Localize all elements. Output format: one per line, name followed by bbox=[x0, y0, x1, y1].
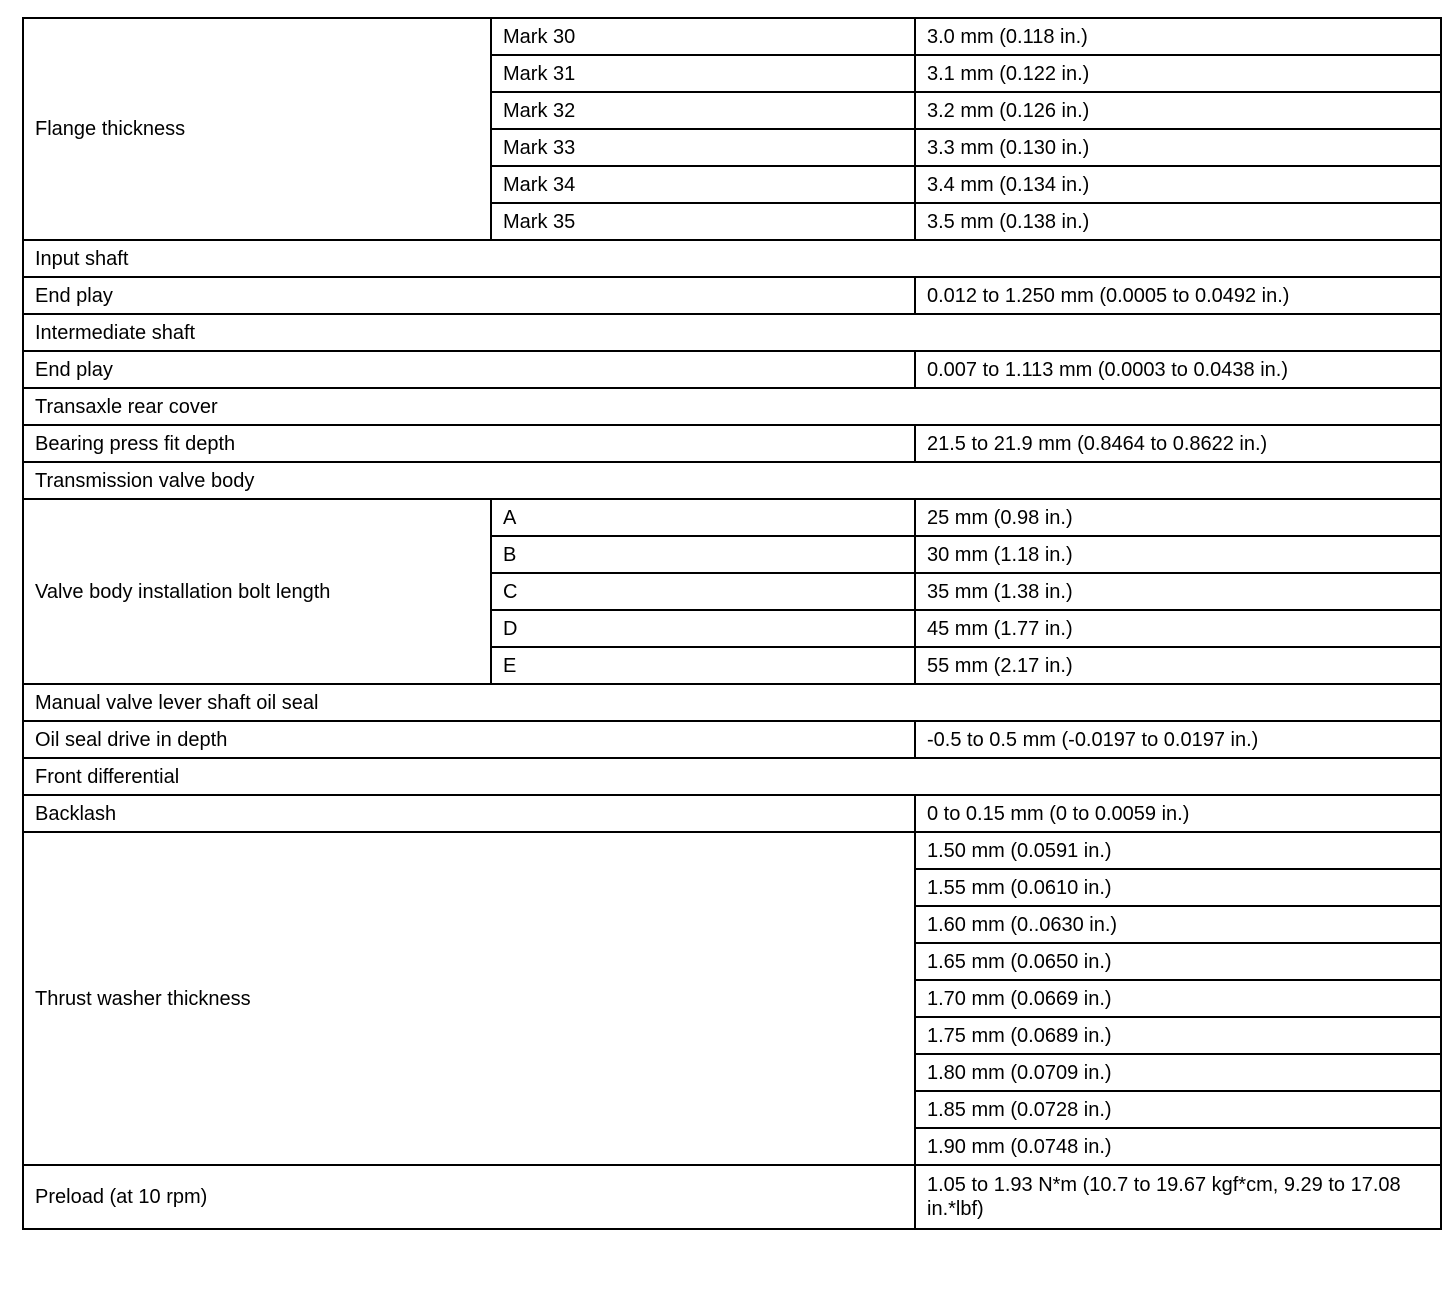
spec-label: Bearing press fit depth bbox=[23, 425, 915, 462]
value-cell: 0.012 to 1.250 mm (0.0005 to 0.0492 in.) bbox=[915, 277, 1441, 314]
section-heading-row bbox=[23, 314, 1441, 351]
code-cell: A bbox=[491, 499, 915, 536]
code-cell: C bbox=[491, 573, 915, 610]
thrust-washer-label: Thrust washer thickness bbox=[23, 832, 915, 1165]
value-cell: 1.90 mm (0.0748 in.) bbox=[915, 1128, 1441, 1165]
value-cell: 1.65 mm (0.0650 in.) bbox=[915, 943, 1441, 980]
value-cell: 1.75 mm (0.0689 in.) bbox=[915, 1017, 1441, 1054]
table-row bbox=[23, 499, 1441, 536]
specification-table bbox=[22, 17, 1442, 1230]
value-cell: 25 mm (0.98 in.) bbox=[915, 499, 1441, 536]
value-cell: 3.0 mm (0.118 in.) bbox=[915, 18, 1441, 55]
spec-label: End play bbox=[23, 277, 915, 314]
table-row bbox=[23, 1165, 1441, 1229]
value-cell: 3.2 mm (0.126 in.) bbox=[915, 92, 1441, 129]
mark-cell: Mark 35 bbox=[491, 203, 915, 240]
value-cell: 1.50 mm (0.0591 in.) bbox=[915, 832, 1441, 869]
section-heading-row bbox=[23, 388, 1441, 425]
table-row bbox=[23, 425, 1441, 462]
code-cell: B bbox=[491, 536, 915, 573]
section-heading-transmission-valve-body: Transmission valve body bbox=[23, 462, 1441, 499]
code-cell: E bbox=[491, 647, 915, 684]
mark-cell: Mark 34 bbox=[491, 166, 915, 203]
value-cell: 3.4 mm (0.134 in.) bbox=[915, 166, 1441, 203]
value-cell: 21.5 to 21.9 mm (0.8464 to 0.8622 in.) bbox=[915, 425, 1441, 462]
value-cell: 3.5 mm (0.138 in.) bbox=[915, 203, 1441, 240]
bolt-length-label: Valve body installation bolt length bbox=[23, 499, 491, 684]
value-cell: 1.55 mm (0.0610 in.) bbox=[915, 869, 1441, 906]
value-cell: 0 to 0.15 mm (0 to 0.0059 in.) bbox=[915, 795, 1441, 832]
section-heading-row bbox=[23, 684, 1441, 721]
mark-cell: Mark 31 bbox=[491, 55, 915, 92]
section-heading-row bbox=[23, 240, 1441, 277]
value-cell: 30 mm (1.18 in.) bbox=[915, 536, 1441, 573]
section-heading-front-differential: Front differential bbox=[23, 758, 1441, 795]
section-heading-manual-valve: Manual valve lever shaft oil seal bbox=[23, 684, 1441, 721]
value-cell: 0.007 to 1.113 mm (0.0003 to 0.0438 in.) bbox=[915, 351, 1441, 388]
value-cell: 1.05 to 1.93 N*m (10.7 to 19.67 kgf*cm, 9.29 to 17.08 in.*lbf) bbox=[915, 1165, 1441, 1229]
value-cell: 55 mm (2.17 in.) bbox=[915, 647, 1441, 684]
value-cell: 3.3 mm (0.130 in.) bbox=[915, 129, 1441, 166]
value-cell: 1.85 mm (0.0728 in.) bbox=[915, 1091, 1441, 1128]
value-cell: 3.1 mm (0.122 in.) bbox=[915, 55, 1441, 92]
table-row bbox=[23, 721, 1441, 758]
table-row bbox=[23, 351, 1441, 388]
spec-label: Oil seal drive in depth bbox=[23, 721, 915, 758]
mark-cell: Mark 30 bbox=[491, 18, 915, 55]
table-row bbox=[23, 18, 1441, 55]
spec-label: Preload (at 10 rpm) bbox=[23, 1165, 915, 1229]
value-cell: -0.5 to 0.5 mm (-0.0197 to 0.0197 in.) bbox=[915, 721, 1441, 758]
table-row bbox=[23, 832, 1441, 869]
spec-label: Backlash bbox=[23, 795, 915, 832]
table-row bbox=[23, 277, 1441, 314]
mark-cell: Mark 32 bbox=[491, 92, 915, 129]
section-heading-row bbox=[23, 462, 1441, 499]
value-cell: 1.70 mm (0.0669 in.) bbox=[915, 980, 1441, 1017]
section-heading-row bbox=[23, 758, 1441, 795]
flange-thickness-label: Flange thickness bbox=[23, 18, 491, 240]
value-cell: 35 mm (1.38 in.) bbox=[915, 573, 1441, 610]
value-cell: 1.60 mm (0..0630 in.) bbox=[915, 906, 1441, 943]
code-cell: D bbox=[491, 610, 915, 647]
table-row bbox=[23, 795, 1441, 832]
value-cell: 45 mm (1.77 in.) bbox=[915, 610, 1441, 647]
value-cell: 1.80 mm (0.0709 in.) bbox=[915, 1054, 1441, 1091]
mark-cell: Mark 33 bbox=[491, 129, 915, 166]
section-heading-intermediate-shaft: Intermediate shaft bbox=[23, 314, 1441, 351]
spec-label: End play bbox=[23, 351, 915, 388]
section-heading-transaxle-rear-cover: Transaxle rear cover bbox=[23, 388, 1441, 425]
section-heading-input-shaft: Input shaft bbox=[23, 240, 1441, 277]
